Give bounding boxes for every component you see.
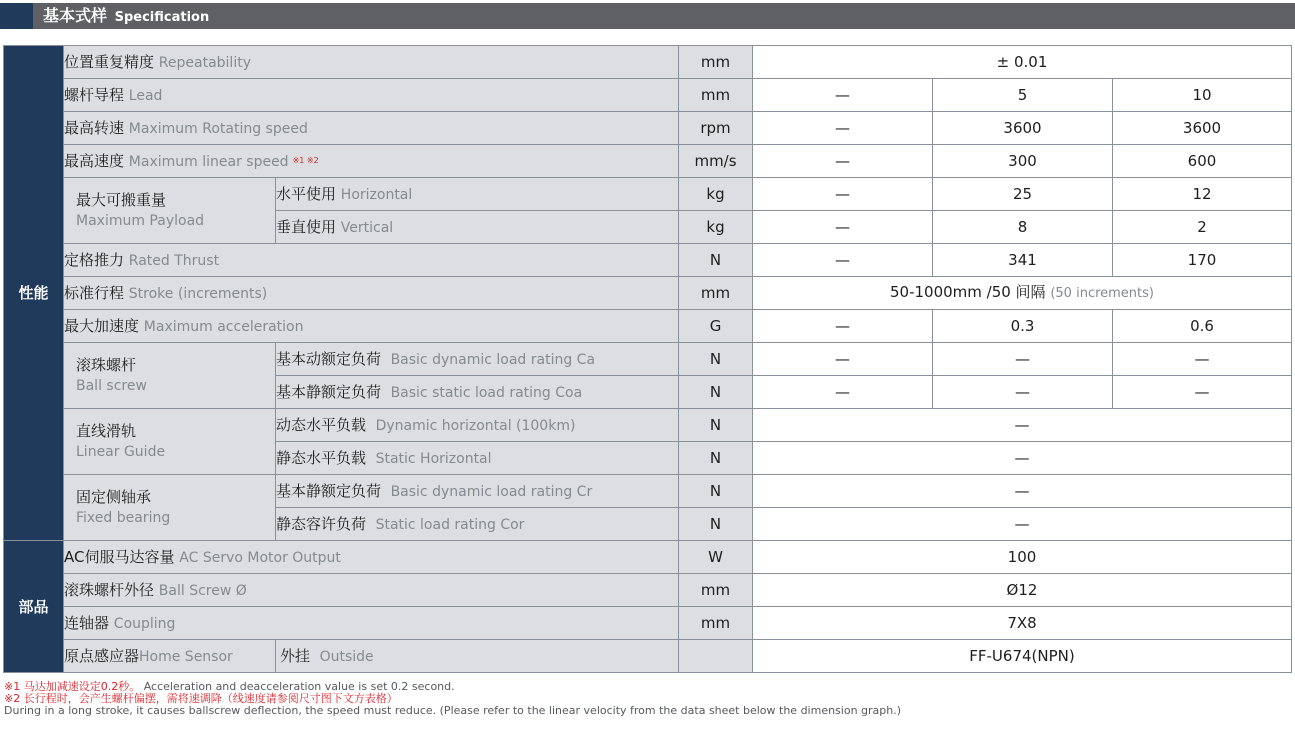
label-home-sensor: 原点感应器Home Sensor <box>64 640 276 673</box>
label-max-rotating-speed: 最高转速 Maximum Rotating speed <box>64 112 679 145</box>
value-cell: — <box>753 145 933 178</box>
unit-cell: mm <box>679 46 753 79</box>
value-cell: ± 0.01 <box>753 46 1292 79</box>
value-cell: — <box>753 244 933 277</box>
label-repeatability: 位置重复精度 Repeatability <box>64 46 679 79</box>
header-accent-block <box>0 3 33 29</box>
table-row <box>4 343 1292 376</box>
unit-cell: kg <box>679 211 753 244</box>
value-cell: FF-U674(NPN) <box>753 640 1292 673</box>
unit-cell: mm/s <box>679 145 753 178</box>
table-row <box>4 640 1292 673</box>
label-max-payload: 最大可搬重量 Maximum Payload <box>64 178 276 244</box>
value-cell: — <box>1113 343 1292 376</box>
label-lead: 螺杆导程 Lead <box>64 79 679 112</box>
value-cell: 100 <box>753 541 1292 574</box>
section-title-zh: 基本式样 <box>43 6 108 25</box>
footnote-2: ※2 长行程时，会产生螺杆偏摆，需将速调降（线速度请参阅尺寸图下文方表格） <box>4 692 398 705</box>
section-title-en: Specification <box>114 10 210 25</box>
value-cell: 10 <box>1113 79 1292 112</box>
label-max-acceleration: 最大加速度 Maximum acceleration <box>64 310 679 343</box>
unit-cell: W <box>679 541 753 574</box>
table-row <box>4 178 1292 211</box>
value-cell: — <box>1113 376 1292 409</box>
value-cell: — <box>753 475 1292 508</box>
unit-cell: N <box>679 442 753 475</box>
unit-cell <box>679 640 753 673</box>
value-cell: 170 <box>1113 244 1292 277</box>
value-cell: — <box>933 343 1113 376</box>
value-cell: — <box>753 211 933 244</box>
table-row <box>4 409 1292 442</box>
table-row <box>4 574 1292 607</box>
value-cell: 8 <box>933 211 1113 244</box>
unit-cell: mm <box>679 607 753 640</box>
unit-cell: N <box>679 376 753 409</box>
label-payload-horizontal: 水平使用 Horizontal <box>276 178 679 211</box>
value-cell: — <box>753 508 1292 541</box>
label-ball-screw: 滚珠螺杆 Ball screw <box>64 343 276 409</box>
unit-cell: mm <box>679 79 753 112</box>
unit-cell: mm <box>679 277 753 310</box>
value-cell: 12 <box>1113 178 1292 211</box>
table-row <box>4 607 1292 640</box>
value-cell: 3600 <box>933 112 1113 145</box>
label-linear-guide-static: 静态水平负载 Static Horizontal <box>276 442 679 475</box>
value-cell: 5 <box>933 79 1113 112</box>
unit-cell: G <box>679 310 753 343</box>
label-stroke: 标准行程 Stroke (increments) <box>64 277 679 310</box>
value-cell: 2 <box>1113 211 1292 244</box>
value-cell: — <box>753 79 933 112</box>
unit-cell: N <box>679 508 753 541</box>
unit-cell: rpm <box>679 112 753 145</box>
value-cell: — <box>753 310 933 343</box>
section-parts-label: 部品 <box>4 541 64 673</box>
unit-cell: N <box>679 343 753 376</box>
table-row <box>4 277 1292 310</box>
label-rated-thrust: 定格推力 Rated Thrust <box>64 244 679 277</box>
footnotes <box>4 681 901 717</box>
label-payload-vertical: 垂直使用 Vertical <box>276 211 679 244</box>
label-linear-guide: 直线滑轨 Linear Guide <box>64 409 276 475</box>
label-home-sensor-mount: 外挂 Outside <box>276 640 679 673</box>
value-cell: — <box>753 343 933 376</box>
label-fixed-bearing-static: 静态容许负荷 Static load rating Cor <box>276 508 679 541</box>
footnote-marker: ※1 ※2 <box>292 155 319 165</box>
label-coupling: 连轴器 Coupling <box>64 607 679 640</box>
label-fixed-bearing-dynamic: 基本静额定负荷 Basic dynamic load rating Cr <box>276 475 679 508</box>
table-row <box>4 310 1292 343</box>
unit-cell: N <box>679 244 753 277</box>
section-title <box>43 5 209 29</box>
value-cell: 7X8 <box>753 607 1292 640</box>
unit-cell: N <box>679 475 753 508</box>
table-row <box>4 112 1292 145</box>
unit-cell: kg <box>679 178 753 211</box>
value-cell: — <box>753 376 933 409</box>
label-ball-screw-dynamic: 基本动额定负荷 Basic dynamic load rating Ca <box>276 343 679 376</box>
specification-table <box>3 45 1292 673</box>
label-ball-screw-static: 基本静额定负荷 Basic static load rating Coa <box>276 376 679 409</box>
table-row <box>4 145 1292 178</box>
footnote-2-english: During in a long stroke, it causes ballscrew deflection, the speed must reduce. (Please refer to the linear velocity from the data sheet below the dimension graph.) <box>4 704 902 717</box>
label-fixed-bearing: 固定侧轴承 Fixed bearing <box>64 475 276 541</box>
label-ball-screw-diameter: 滚珠螺杆外径 Ball Screw Ø <box>64 574 679 607</box>
value-cell: — <box>933 376 1113 409</box>
table-row <box>4 475 1292 508</box>
table-row <box>4 244 1292 277</box>
label-linear-guide-dynamic: 动态水平负载 Dynamic horizontal (100km) <box>276 409 679 442</box>
value-cell: Ø12 <box>753 574 1292 607</box>
value-cell: 0.3 <box>933 310 1113 343</box>
section-header <box>0 3 1295 29</box>
value-cell: 3600 <box>1113 112 1292 145</box>
unit-cell: mm <box>679 574 753 607</box>
value-cell: 300 <box>933 145 1113 178</box>
table-row <box>4 79 1292 112</box>
value-cell: — <box>753 178 933 211</box>
label-motor-output: AC伺服马达容量 AC Servo Motor Output <box>64 541 679 574</box>
value-cell: 25 <box>933 178 1113 211</box>
label-max-linear-speed: 最高速度 Maximum linear speed $^{※1 ※2}$ <box>64 145 679 178</box>
footnote-1: ※1 马达加减速设定0.2秒。 Acceleration and deacceleration value is set 0.2 second. <box>4 680 455 693</box>
value-cell: 0.6 <box>1113 310 1292 343</box>
value-cell: 341 <box>933 244 1113 277</box>
section-performance-label: 性能 <box>4 46 64 541</box>
value-cell: — <box>753 442 1292 475</box>
value-cell: — <box>753 112 933 145</box>
table-row <box>4 541 1292 574</box>
value-cell: 600 <box>1113 145 1292 178</box>
table-row <box>4 46 1292 79</box>
unit-cell: N <box>679 409 753 442</box>
value-cell: — <box>753 409 1292 442</box>
value-cell: 50-1000mm /50 间隔 (50 increments) <box>753 277 1292 310</box>
